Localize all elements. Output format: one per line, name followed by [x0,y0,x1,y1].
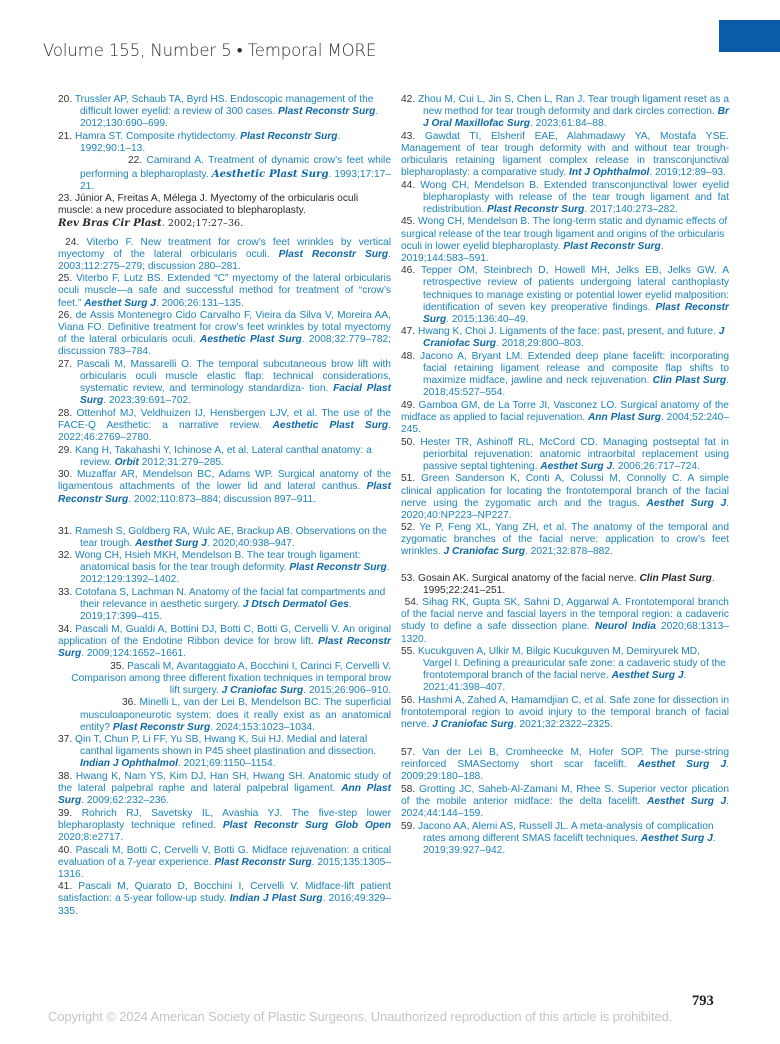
journal-name: Indian J Plast Surg [229,893,323,905]
reference-link[interactable]: Jacono A, Bryant LM. Extended deep plane facelift: incorporating facial retaining ligament release and composite flap shifts to maximize midface, jawline and neck rejuvenation. [420,350,729,387]
reference-23: 23. Júnior A, Freitas A, Mélega J. Myectomy of the orbicularis oculi muscle: a new procedure associated to blepharoplasty. Rev Bras Cir Plast. 2002;17:27–36. [58,193,359,230]
journal-name: Plast Reconstr Surg [278,106,376,118]
journal-name: Plast Reconstr Surg [58,635,391,660]
journal-name: Plast Reconstr Surg [112,721,211,733]
reference-36: 36. Minelli L, van der Lei B, Mendelson BC. The superficial musculoaponeurotic system: does it really exist as an anatomical entity? Plast Reconstr Surg. 2024;153:1023–1034. [80,697,391,733]
reference-link[interactable]: Wong CH, Mendelson B. The long-term static and dynamic effects of surgical release of the tear trough ligament and origins of the orbicularis oculi in lower eyelid blepharoplasty. [401,216,728,252]
reference-link[interactable]: Zhou M, Cui L, Jin S, Chen L, Ran J. Tear trough ligament reset as a new method for tear trough deformity and dark circles correction. [418,94,729,118]
journal-name: Int J Ophthalmol [569,167,650,179]
reference-35: 35. Pascali M, Avantaggiato A, Bocchini I, Carinci F, Cervelli V. Comparison among three different fixation techniques in temporal brow lift surgery. J Craniofac Surg. 2015;26:906–910. [71,660,391,696]
reference-link[interactable]: Pascali M, Quarato D, Bocchini I, Cervelli V. Midface-lift patient satisfaction: a 5-year follow-up study. [58,881,391,905]
reference-44: 44. Wong CH, Mendelson B. Extended transconjunctival lower eyelid blepharoplasty with release of the tear trough ligament and fat redistribution. Plast Reconstr Surg. 2017;140:273–282. [401,179,729,215]
journal-name: Aesthetic Plast Surg [211,167,329,180]
reference-link[interactable]: Jacono AA, Alemi AS, Russell JL. A meta-analysis of complication rates among different SMAS facelift techniques. [418,820,714,844]
reference-link[interactable]: Pascali M, Massarelli O. The temporal subcutaneous brow lift with orbicularis oculi muscle elastic flap: technical considerations, systematic review, and terminology standardiza- tion. [76,358,391,395]
reference-33: 33. Cotofana S, Lachman N. Anatomy of the facial fat compartments and their relevance in aesthetic surgery. J Dtsch Dermatol Ges. 2019;17:399–415. [58,587,386,623]
journal-name: Ann Plast Surg [587,411,661,423]
reference-56: 56. Hashmi A, Zahed A, Hamamdjian C, et al. Safe zone for dissection in frontotemporal region to avoid injury to the temporal branch of facial nerve. J Craniofac Surg. 2021;32:2322–2325. [401,695,729,731]
journal-name: Aesthet Surg J [134,537,207,549]
reference-link[interactable]: Gosain AK. Surgical anatomy of the facial nerve. [418,572,637,584]
reference-38: 38. Hwang K, Nam YS, Kim DJ, Han SH, Hwang SH. Anatomic study of the lateral palpebral raphe and lateral palpebral ligament. Ann Plast Surg. 2009;62:232–236. [58,770,392,807]
journal-name: Aesthet Surg J [84,297,156,309]
reference-link[interactable]: Hwang K, Choi J. Ligaments of the face: past, present, and future. [418,326,716,338]
copyright-notice: Copyright © 2024 American Society of Plastic Surgeons. Unauthorized reproduction of this article is prohibited. [48,1009,673,1024]
reference-39: 39. Rohrich RJ, Savetsky IL, Avashia YJ. The five-step lower blepharoplasty technique refined. Plast Reconstr Surg Glob Open 2020;8:e2717. [58,807,391,843]
journal-name: Plast Reconstr Surg Glob Open [222,819,391,831]
reference-link[interactable]: Kucukguven A, Ulkir M, Bilgic Kucukguven M, Demiryurek MD, Vargel I. Defining a preauricular safe zone: a cadaveric study of the frontotemporal branch of the facial nerve. [418,646,726,682]
reference-link[interactable]: Wong CH, Mendelson B. Extended transconjunctival lower eyelid blepharoplasty with release of the tear trough ligament and fat redistribution. [420,179,729,215]
reference-48: 48. Jacono A, Bryant LM. Extended deep plane facelift: incorporating facial retaining ligament release and composite flap shifts to maximize midface, jawline and neck rejuvenation. Clin Plast Surg. 2018;45:527–554. [401,350,729,399]
reference-28: 28. Ottenhof MJ, Veldhuizen IJ, Hensbergen LJV, et al. The use of the FACE-Q Aesthetic: a narrative review. Aesthetic Plast Surg. 2022;46:2769–2780. [58,407,391,444]
journal-name: Br J Oral Maxillofac Surg [423,106,729,130]
journal-name: Plast Reconstr Surg [214,856,312,868]
reference-25: 25. Viterbo F, Lutz BS. Extended “C” myectomy of the lateral orbicularis oculi muscle—a safe and successful method for treatment of “crow’s feet.” Aesthet Surg J. 2006;26:131–135. [58,273,391,309]
reference-link[interactable]: Ye P, Feng XL, Yang ZH, et al. The anatomy of the temporal and zygomatic branches of the facial nerve: application to crow’s feet wrinkles. [401,522,729,558]
reference-54: 54. Sihag RK, Gupta SK, Sahni D, Aggarwal A. Frontotemporal branch of the facial nerve and fascial layers in the temporal region: a cadaveric study to define a safe dissection plane. Neurol India 2020;68:1313–1320. [401,597,729,645]
reference-22: 22. Camirand A. Treatment of dynamic crow’s feet while performing a blepharoplasty. Aesthetic Plast Surg. 1993;17:17–21. [80,155,391,192]
reference-link[interactable]: Júnior A, Freitas A, Mélega J. Myectomy of the orbicularis oculi muscle: a new procedure associated to blepharoplasty. [58,193,359,217]
journal-name: Aesthet Surg J [637,759,727,771]
reference-link[interactable]: Wong CH, Hsieh MKH, Mendelson B. The tear trough ligament: anatomical basis for the tear trough deformity. [75,550,361,574]
reference-link[interactable]: Grotting JC, Saheb-Al-Zamani M, Rhee S. Superior vector plication of the mobile anterior midface: the delta facelift. [401,784,729,808]
reference-link[interactable]: Qin T, Chun P, Li FF, Yu SB, Hwang K, Sui HJ. Medial and lateral canthal ligaments shown in P45 sheet plastination and dissection. [75,734,377,758]
journal-name: Rev Bras Cir Plast [58,217,162,230]
section-tab [719,20,780,52]
journal-name: Plast Reconstr Surg [423,301,729,325]
journal-name: Plast Reconstr Surg [487,203,585,215]
reference-40: 40. Pascali M, Botti C, Cervelli V, Botti G. Midface rejuvenation: a critical evaluation of a 7-year experience. Plast Reconstr Surg. 2015;135:1305–1316. [58,844,392,880]
journal-name: Aesthet Surg J [611,670,684,682]
reference-link[interactable]: Green Sanderson K, Conti A, Colussi M, Connolly C. A simple clinical application for locating the frontotemporal branch of the facial nerve using the zygomatic arch and the tragus. [401,473,729,509]
reference-51: 51. Green Sanderson K, Conti A, Colussi M, Connolly C. A simple clinical application for locating the frontotemporal branch of the facial nerve using the zygomatic arch and the tragus. Aesthet Surg J. 2020;40:NP223–NP227. [401,473,729,521]
references-column-left [58,94,391,918]
reference-41: 41. Pascali M, Quarato D, Bocchini I, Cervelli V. Midface-lift patient satisfaction: a 5-year follow-up study. Indian J Plast Surg. 2016;49:329–335. [58,881,391,917]
journal-name: Plast Reconstr Surg [240,130,338,142]
reference-24: 24. Viterbo F. New treatment for crow’s feet wrinkles by vertical myectomy of the lateral orbicularis oculi. Plast Reconstr Surg. 2003;112:275–279; discussion 280–281. [58,236,391,272]
reference-52: 52. Ye P, Feng XL, Yang ZH, et al. The anatomy of the temporal and zygomatic branches of the facial nerve: application to crow’s feet wrinkles. J Craniofac Surg. 2021;32:878–882. [401,522,729,558]
reference-link[interactable]: Viterbo F, Lutz BS. Extended “C” myectomy of the lateral orbicularis oculi muscle—a safe and successful method for treatment of “crow’s feet.” [58,273,391,309]
reference-43: 43. Gawdat TI, Elsherif EAE, Alahmadawy YA, Mostafa YSE. Management of tear trough deformity with and without tear trough-orbicularis retaining ligament complex release in transconjunctival blepharoplasty: a comparative study. Int J Ophthalmol. 2019;12:89–93. [401,130,729,179]
reference-link[interactable]: Van der Lei B, Cromheecke M, Hofer SOP. The purse-string reinforced SMASectomy short scar facelift. [401,747,729,771]
reference-59: 59. Jacono AA, Alemi AS, Russell JL. A meta-analysis of complication rates among different SMAS facelift techniques. Aesthet Surg J. 2019;39:927–942. [401,820,716,857]
reference-link[interactable]: Hester TR, Ashinoff RL, McCord CD. Managing postseptal fat in periorbital rejuvenation: anatomic intraorbital replacement using passive septal tightening. [420,436,729,472]
journal-name: Plast Reconstr Surg [278,248,389,260]
reference-link[interactable]: Hwang K, Nam YS, Kim DJ, Han SH, Hwang SH. Anatomic study of the lateral palpebral raphe and lateral palpebral ligament. [58,770,391,795]
reference-47: 47. Hwang K, Choi J. Ligaments of the face: past, present, and future. J Craniofac Surg. 2018;29:800–803. [401,326,725,350]
reference-link[interactable]: Sihag RK, Gupta SK, Sahni D, Aggarwal A. Frontotemporal branch of the facial nerve and fascial layers in the temporal region: a cadaveric study to define a safe dissection plane. [401,597,729,633]
reference-31: 31. Ramesh S, Goldberg RA, Wulc AE, Brackup AB. Observations on the tear trough. Aesthet Surg J. 2020;40:938–947. [58,525,387,549]
reference-34: 34. Pascali M, Gualdi A, Bottini DJ, Botti C, Botti G, Cervelli V. An original application of the Endotine Ribbon device for brow lift. Plast Reconstr Surg. 2009;124:1652–1661. [58,623,391,660]
reference-link[interactable]: Hashmi A, Zahed A, Hamamdjian C, et al. Safe zone for dissection in frontotemporal region to avoid injury to the temporal branch of facial nerve. [401,695,729,731]
journal-name: Aesthetic Plast Surg [272,419,389,431]
journal-name: Orbit [114,456,139,468]
reference-link[interactable]: Pascali M, Avantaggiato A, Bocchini I, Carinci F, Cervelli V. Comparison among three different fixation techniques in temporal brow lift surgery. [71,660,391,696]
journal-name: Plast Reconstr Surg [58,481,391,505]
running-head: Volume 155, Number 5 • Temporal MORE [43,41,377,60]
reference-20: 20. Trussler AP, Schaub TA, Byrd HS. Endoscopic management of the difficult lower eyelid: a review of 300 cases. Plast Reconstr Surg. 2012;130:690–699. [58,94,379,130]
journal-name: Ann Plast Surg [58,783,392,807]
reference-55: 55. Kucukguven A, Ulkir M, Bilgic Kucukguven M, Demiryurek MD, Vargel I. Defining a preauricular safe zone: a cadaveric study of the frontotemporal branch of the facial nerve. Aesthet Surg J. 2021;41:398–407. [401,646,726,694]
journal-name: Clin Plast Surg [639,572,712,584]
journal-name: Aesthet Surg J [540,460,613,472]
reference-26: 26. de Assis Montenegro Cido Carvalho F, Vieira da Silva V, Moreira AA, Viana FO. Definitive treatment for crow’s feet wrinkles by total myectomy of the lateral orbicularis oculi. Aesthetic Plast Surg. 2008;32:779–782; discussion 783–784. [58,310,392,358]
reference-21: 21. Hamra ST. Composite rhytidectomy. Plast Reconstr Surg. 1992;90:1–13. [58,130,341,154]
journal-name: Plast Reconstr Surg [289,562,387,574]
reference-29: 29. Kang H, Takahashi Y, Ichinose A, et al. Lateral canthal anatomy: a review. Orbit 2012;31:279–285. [58,444,372,468]
reference-link[interactable]: Trussler AP, Schaub TA, Byrd HS. Endoscopic management of the difficult lower eyelid: a review of 300 cases. [74,94,374,118]
reference-link[interactable]: Cotofana S, Lachman N. Anatomy of the facial fat compartments and their relevance in aesthetic surgery. [75,587,386,611]
reference-link[interactable]: Gamboa GM, de La Torre JI, Vasconez LO. Surgical anatomy of the midface as applied to facial rejuvenation. [401,399,729,423]
journal-name: Aesthetic Plast Surg [199,334,302,346]
reference-link[interactable]: Tepper OM, Steinbrech D, Howell MH, Jelks EB, Jelks GW. A retrospective review of patients undergoing lateral canthoplasty techniques to manage existing or potential lower eyelid malposition: identification of seven key preoperative findings. [421,265,729,313]
reference-link[interactable]: Muzaffar AR, Mendelson BC, Adams WP. Surgical anatomy of the ligamentous attachments of the lower lid and lateral canthus. [58,469,391,493]
journal-name: Facial Plast Surg [80,383,392,407]
reference-link[interactable]: Camirand A. Treatment of dynamic crow’s feet while performing a blepharoplasty. [80,155,391,180]
journal-name: Indian J Ophthalmol [80,758,178,770]
journal-name: J Craniofac Surg [221,684,304,696]
reference-link[interactable]: Ramesh S, Goldberg RA, Wulc AE, Brackup AB. Observations on the tear trough. [75,525,387,549]
page-number: 793 [692,993,714,1009]
reference-37: 37. Qin T, Chun P, Li FF, Yu SB, Hwang K, Sui HJ. Medial and lateral canthal ligaments shown in P45 sheet plastination and dissection. Indian J Ophthalmol. 2021;69:1150–1154. [58,734,377,770]
reference-link[interactable]: de Assis Montenegro Cido Carvalho F, Vieira da Silva V, Moreira AA, Viana FO. Definitive treatment for crow’s feet wrinkles by total myectomy of the lateral orbicularis oculi. [58,310,391,346]
reference-32: 32. Wong CH, Hsieh MKH, Mendelson B. The tear trough ligament: anatomical basis for the tear trough deformity. Plast Reconstr Surg. 2012;129:1392–1402. [58,550,390,586]
journal-name: Aesthet Surg J [640,832,713,844]
reference-45: 45. Wong CH, Mendelson B. The long-term static and dynamic effects of surgical release of the tear trough ligament and origins of the orbicularis oculi in lower eyelid blepharoplasty. Plast Reconstr Surg. 2019;144:583–591. [401,216,728,264]
reference-49: 49. Gamboa GM, de La Torre JI, Vasconez LO. Surgical anatomy of the midface as applied to facial rejuvenation. Ann Plast Surg. 2004;52:240–245. [401,399,729,436]
reference-57: 57. Van der Lei B, Cromheecke M, Hofer SOP. The purse-string reinforced SMASectomy short scar facelift. Aesthet Surg J. 2009;29:180–188. [401,747,729,783]
references-column-right [401,94,729,858]
reference-50: 50. Hester TR, Ashinoff RL, McCord CD. Managing postseptal fat in periorbital rejuvenation: anatomic intraorbital replacement using passive septal tightening. Aesthet Surg J. 2006;26:717–724. [401,436,729,472]
reference-link[interactable]: Minelli L, van der Lei B, Mendelson BC. The superficial musculoaponeurotic system: does it really exist as an anatomical entity? [80,697,391,733]
journal-name: J Craniofac Surg [423,326,725,350]
reference-link[interactable]: Gawdat TI, Elsherif EAE, Alahmadawy YA, Mostafa YSE. Management of tear trough deformity with and without tear trough-orbicularis retaining ligament complex release in transconjunctival blepharoplasty: a comparative study. [401,130,729,179]
reference-link[interactable]: Pascali M, Botti C, Cervelli V, Botti G. Midface rejuvenation: a critical evaluation of a 7-year experience. [58,844,391,868]
reference-link[interactable]: Viterbo F. New treatment for crow’s feet wrinkles by vertical myectomy of the lateral orbicularis oculi. [58,236,391,260]
journal-name: Aesthet Surg J [646,497,727,509]
journal-name: Plast Reconstr Surg [563,240,661,252]
journal-name: J Craniofac Surg [443,546,526,558]
reference-42: 42. Zhou M, Cui L, Jin S, Chen L, Ran J. Tear trough ligament reset as a new method for tear trough deformity and dark circles correction. Br J Oral Maxillofac Surg. 2023;61:84–88. [401,94,729,130]
reference-link[interactable]: Rohrich RJ, Savetsky IL, Avashia YJ. The five-step lower blepharoplasty technique refined. [58,807,391,831]
reference-53: 53. Gosain AK. Surgical anatomy of the facial nerve. Clin Plast Surg. 1995;22:241–251. [401,572,715,596]
reference-link[interactable]: Ottenhof MJ, Veldhuizen IJ, Hensbergen LJV, et al. The use of the FACE-Q Aesthetic: a narrative review. [58,407,391,431]
reference-link[interactable]: Hamra ST. Composite rhytidectomy. [75,130,238,142]
reference-30: 30. Muzaffar AR, Mendelson BC, Adams WP. Surgical anatomy of the ligamentous attachments of the lower lid and lateral canthus. Plast Reconstr Surg. 2002;110:873–884; discussion 897–911. [58,469,391,505]
reference-link[interactable]: Pascali M, Gualdi A, Bottini DJ, Botti C, Botti G, Cervelli V. An original application of the Endotine Ribbon device for brow lift. [58,623,391,647]
journal-name: J Dtsch Dermatol Ges [242,599,349,611]
journal-name: Neurol India [594,621,656,633]
journal-name: J Craniofac Surg [432,719,514,731]
reference-46: 46. Tepper OM, Steinbrech D, Howell MH, Jelks EB, Jelks GW. A retrospective review of patients undergoing lateral canthoplasty techniques to manage existing or potential lower eyelid malposition: identification of seven key preoperative findings. Plast Reconstr Surg. 2015;136:40–49. [401,265,729,325]
journal-name: Aesthet Surg J [646,796,727,808]
reference-link[interactable]: Kang H, Takahashi Y, Ichinose A, et al. Lateral canthal anatomy: a review. [75,444,372,468]
reference-27: 27. Pascali M, Massarelli O. The temporal subcutaneous brow lift with orbicularis oculi muscle elastic flap: technical considerations, systematic review, and terminology standardiza- tion. Facial Plast Surg. 2023;39:691–702. [58,358,392,407]
reference-58: 58. Grotting JC, Saheb-Al-Zamani M, Rhee S. Superior vector plication of the mobile anterior midface: the delta facelift. Aesthet Surg J. 2024;44:144–159. [401,784,729,820]
journal-name: Clin Plast Surg [652,375,727,387]
